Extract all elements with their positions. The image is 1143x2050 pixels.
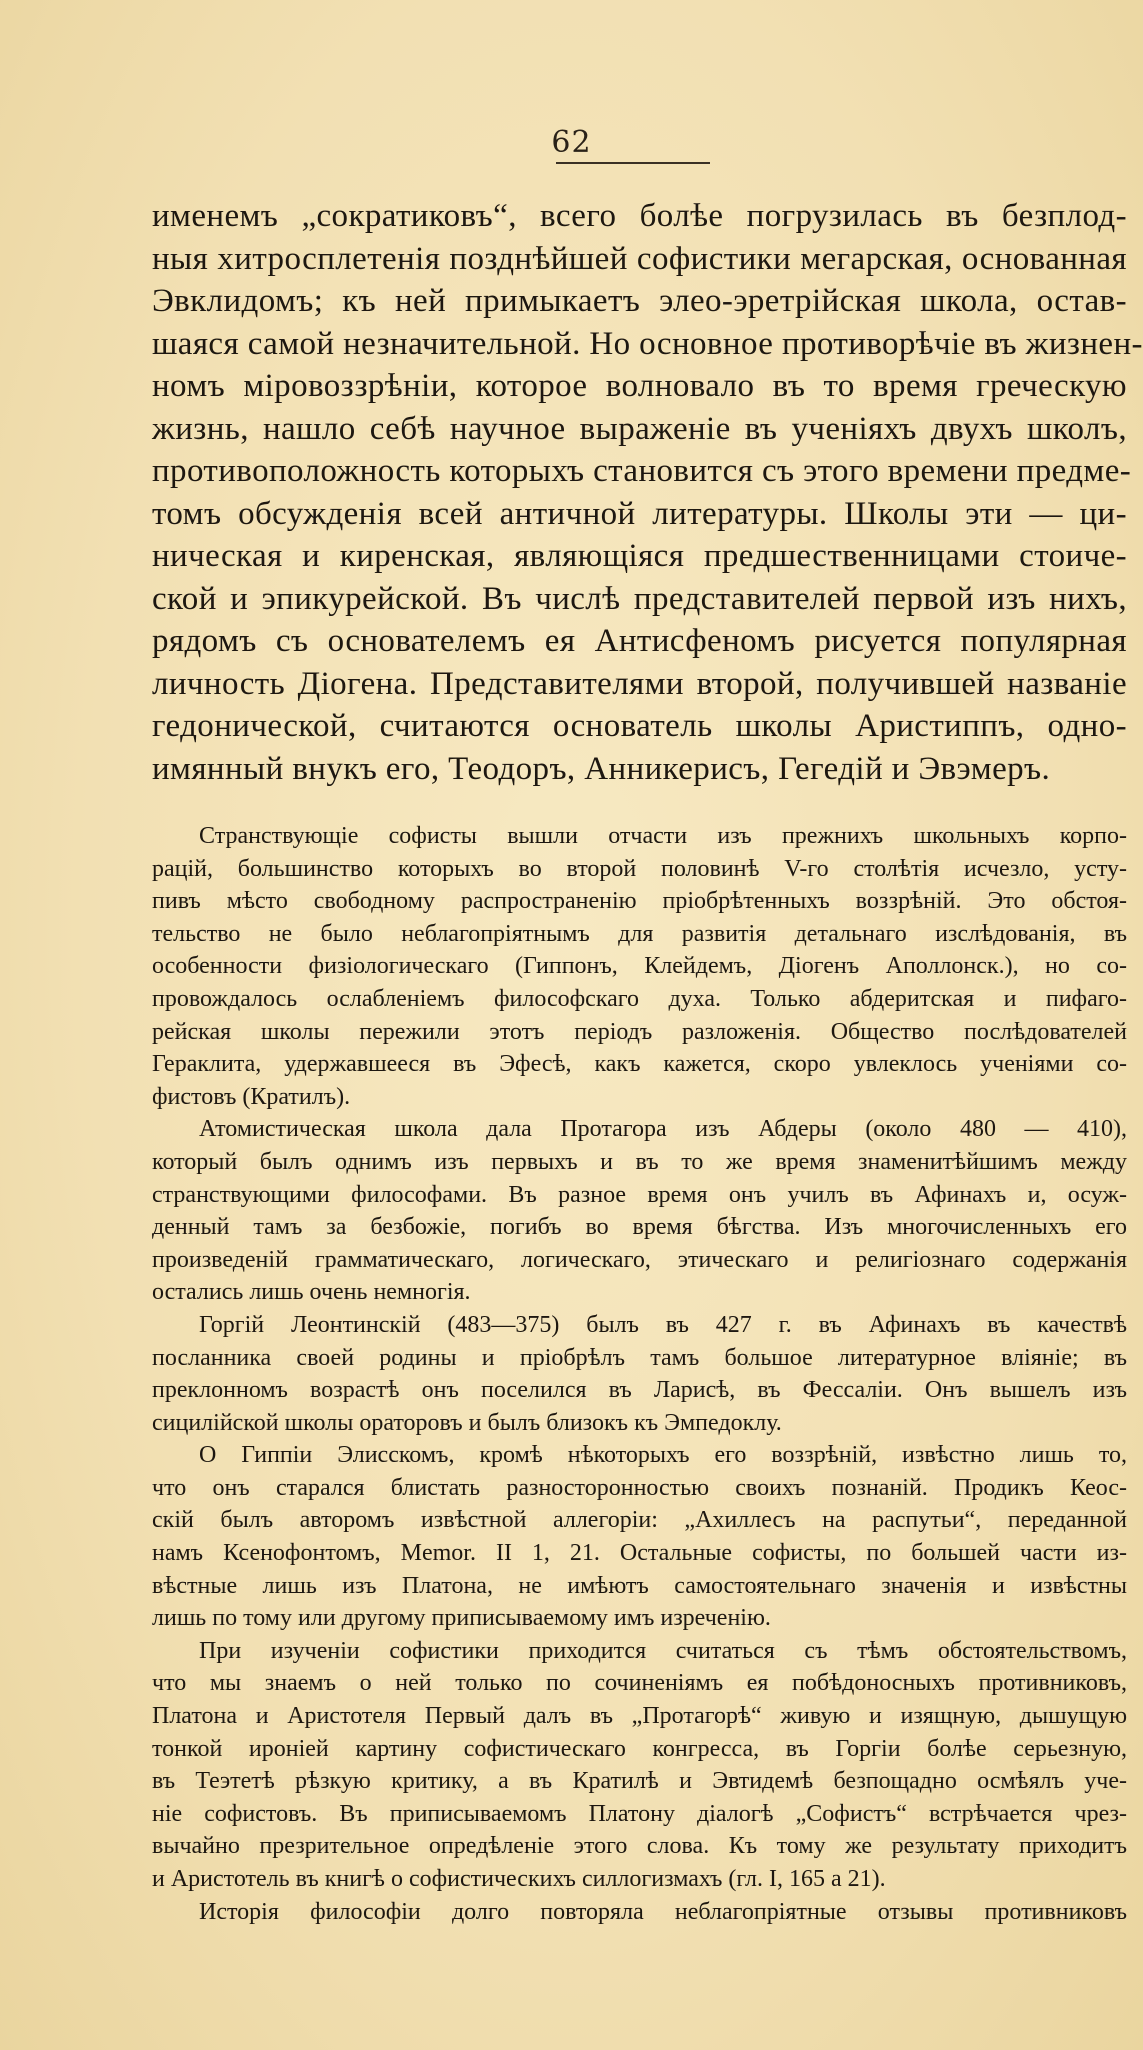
note-text-line: въ Теэтетѣ рѣзкую критику, а въ Кратилѣ и Эвтидемѣ безпощадно осмѣялъ уче- — [152, 1768, 1127, 1795]
note-text-line: намъ Ксенофонтомъ, Memor. II 1, 21. Остальные софисты, по большей части из- — [152, 1540, 1127, 1567]
note-text-line: произведеній грамматическаго, логическаго, этическаго и религіознаго содержанія — [152, 1246, 1127, 1273]
note-text-line: рейская школы пережили этотъ періодъ разложенія. Общество послѣдователей — [152, 1018, 1127, 1045]
notes-section — [152, 820, 1127, 1928]
main-paragraph — [152, 195, 1143, 790]
main-text-line: личность Діогена. Представителями второй, получившей названіе — [152, 665, 1127, 702]
note-text-line: Атомистическая школа дала Протагора изъ Абдеры (около 480 — 410), — [199, 1116, 1127, 1143]
note-text-line: что онъ старался блистать разносторонностью своихъ познаній. Продикъ Кеос- — [152, 1474, 1127, 1501]
note-paragraph — [152, 1439, 1127, 1635]
header-rule — [556, 162, 710, 164]
note-text-line: О Гиппіи Элисскомъ, кромѣ нѣкоторыхъ его воззрѣній, извѣстно лишь то, — [199, 1442, 1127, 1469]
main-text-line: Эвклидомъ; къ ней примыкаетъ элео-эретрійская школа, остав- — [152, 283, 1127, 319]
text-column — [152, 195, 1143, 1928]
main-text-line: именемъ „сократиковъ“, всего болѣе погрузилась въ безплод- — [152, 198, 1127, 234]
note-text-line: При изученіи софистики приходится считаться съ тѣмъ обстоятельствомъ, — [199, 1637, 1127, 1664]
note-text-line: преклонномъ возрастѣ онъ поселился въ Ларисѣ, въ Фессаліи. Онъ вышелъ изъ — [152, 1377, 1127, 1404]
note-text-line: и Аристотель въ книгѣ о софистическихъ силлогизмахъ (гл. I, 165 а 21). — [152, 1866, 886, 1892]
note-paragraph — [152, 1309, 1127, 1439]
note-text-line: провождалось ослабленіемъ философскаго духа. Только абдеритская и пифаго- — [152, 985, 1127, 1012]
main-text-line: ныя хитросплетенія позднѣйшей софистики мегарская, основанная — [152, 240, 1127, 277]
note-text-line: фистовъ (Кратилъ). — [152, 1083, 351, 1110]
note-text-line: скій былъ авторомъ извѣстной аллегоріи: „Ахиллесъ на распутьи“, переданной — [152, 1507, 1127, 1534]
main-text-line: томъ обсужденія всей античной литературы. Школы эти — ци- — [152, 495, 1127, 532]
main-text-line: ской и эпикурейской. Въ числѣ представителей первой изъ нихъ, — [152, 580, 1127, 617]
main-text-line: жизнь, нашло себѣ научное выраженіе въ ученіяхъ двухъ школъ, — [152, 410, 1127, 447]
note-text-line: Исторія философіи долго повторяла неблагопріятные отзывы противниковъ — [199, 1898, 1127, 1925]
note-text-line: что мы знаемъ о ней только по сочиненіямъ ея побѣдоносныхъ противниковъ, — [152, 1670, 1127, 1697]
note-text-line: Горгій Леонтинскій (483—375) былъ въ 427 г. въ Афинахъ въ качествѣ — [199, 1311, 1127, 1338]
note-paragraph — [152, 1896, 1127, 1929]
note-text-line: денный тамъ за безбожіе, погибъ во время бѣгства. Изъ многочисленныхъ его — [152, 1214, 1127, 1241]
main-text-line: ническая и киренская, являющіяся предшественницами стоиче- — [152, 538, 1127, 574]
note-text-line: особенности физіологическаго (Гиппонъ, Клейдемъ, Діогенъ Аполлонск.), но со- — [152, 953, 1127, 980]
note-text-line: лишь по тому или другому приписываемому имъ изреченію. — [152, 1605, 771, 1632]
note-text-line: тельство не было неблагопріятнымъ для развитія детальнаго изслѣдованія, въ — [152, 920, 1127, 947]
page-number: 62 — [551, 125, 592, 160]
note-text-line: Платона и Аристотеля Первый далъ въ „Протагорѣ“ живую и изящную, дышущую — [152, 1703, 1127, 1730]
main-text-line: противоположность которыхъ становится съ этого времени предме- — [152, 453, 1132, 489]
note-paragraph — [152, 820, 1127, 1113]
main-text-line: имянный внукъ его, Теодоръ, Анникерисъ, Гегедій и Эвэмеръ. — [152, 750, 1051, 787]
note-text-line: Гераклита, удержавшееся въ Эфесѣ, какъ кажется, скоро увлеклось ученіями со- — [152, 1051, 1127, 1078]
main-text-line: рядомъ съ основателемъ ея Антисфеномъ рисуется популярная — [152, 623, 1127, 659]
note-text-line: тонкой ироніей картину софистическаго конгресса, въ Горгіи болѣе серьезную, — [152, 1735, 1127, 1762]
note-text-line: рацій, большинство которыхъ во второй половинѣ V-го столѣтія исчезло, усту- — [152, 855, 1127, 882]
main-text-line: гедонической, считаются основатель школы Аристиппъ, одно- — [152, 708, 1127, 744]
note-text-line: посланника своей родины и пріобрѣлъ тамъ большое литературное вліяніе; въ — [152, 1344, 1127, 1371]
main-text-line: шаяся самой незначительной. Но основное противорѣчіе въ жизнен- — [152, 325, 1143, 362]
note-text-line: Странствующіе софисты вышли отчасти изъ прежнихъ школьныхъ корпо- — [199, 823, 1127, 849]
note-text-line: пивъ мѣсто свободному распространенію пріобрѣтенныхъ воззрѣній. Это обстоя- — [152, 888, 1127, 915]
main-text-line: номъ міровоззрѣніи, которое волновало въ то время греческую — [152, 368, 1127, 404]
note-paragraph — [152, 1113, 1127, 1309]
note-text-line: странствующими философами. Въ разное время онъ училъ въ Афинахъ и, осуж- — [152, 1181, 1127, 1208]
note-text-line: который былъ однимъ изъ первыхъ и въ то же время знаменитѣйшимъ между — [152, 1148, 1127, 1175]
note-paragraph — [152, 1635, 1127, 1896]
note-text-line: остались лишь очень немногія. — [152, 1279, 471, 1306]
note-text-line: вычайно презрительное опредѣленіе этого слова. Къ тому же результату приходитъ — [152, 1833, 1127, 1860]
note-text-line: сицилійской школы ораторовъ и былъ близокъ къ Эмпедоклу. — [152, 1409, 782, 1436]
note-text-line: вѣстные лишь изъ Платона, не имѣютъ самостоятельнаго значенія и извѣстны — [152, 1572, 1127, 1599]
note-text-line: ніе софистовъ. Въ приписываемомъ Платону діалогѣ „Софистъ“ встрѣчается чрез- — [152, 1800, 1127, 1827]
